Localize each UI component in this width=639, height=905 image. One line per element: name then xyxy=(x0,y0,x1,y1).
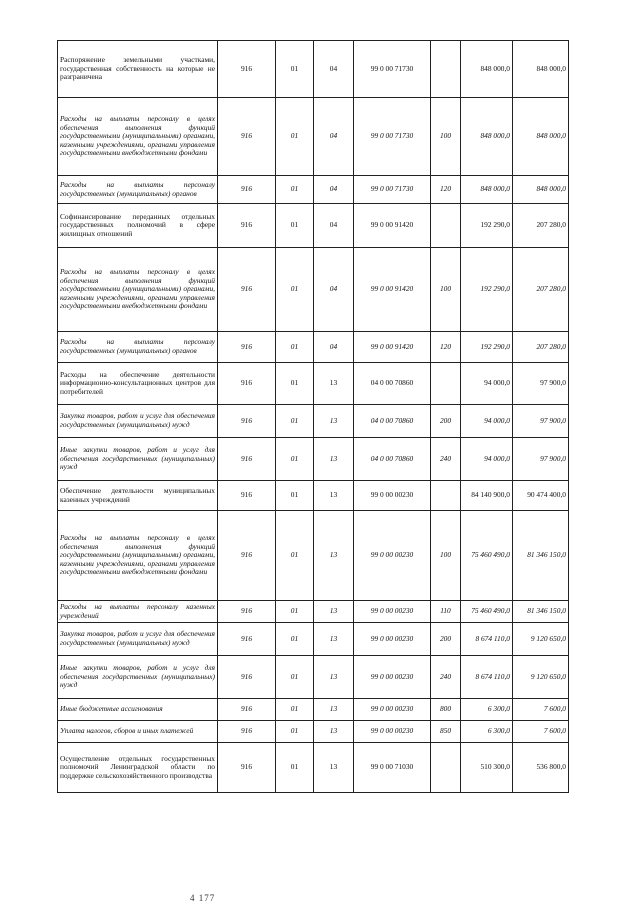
row-sum1: 6 300,0 xyxy=(461,699,513,721)
row-name: Иные бюджетные ассигнования xyxy=(58,699,218,721)
row-sum2: 848 000,0 xyxy=(513,41,569,98)
row-name: Софинансирование переданных отдельных государственных полномочий в сфере жилищных отношений xyxy=(58,204,218,248)
row-vr: 100 xyxy=(431,98,461,176)
row-pr: 13 xyxy=(314,743,354,793)
row-csr: 99 0 00 71730 xyxy=(354,98,431,176)
row-rz: 01 xyxy=(276,699,314,721)
table-row xyxy=(58,481,569,511)
page-footer: 4 177 xyxy=(190,893,216,903)
row-rz: 01 xyxy=(276,248,314,332)
row-name: Расходы на обеспечение деятельности информационно-консультационных центров для потребителей xyxy=(58,363,218,405)
row-sum1: 75 460 490,0 xyxy=(461,511,513,601)
row-vr: 100 xyxy=(431,248,461,332)
row-vr: 240 xyxy=(431,656,461,699)
row-sum2: 97 900,0 xyxy=(513,405,569,438)
row-sum1: 192 290,0 xyxy=(461,204,513,248)
row-sum1: 848 000,0 xyxy=(461,98,513,176)
table-row xyxy=(58,656,569,699)
row-min: 916 xyxy=(218,721,276,743)
table-row xyxy=(58,204,569,248)
row-csr: 99 0 00 71730 xyxy=(354,41,431,98)
row-name: Расходы на выплаты персоналу государственных (муниципальных) органов xyxy=(58,176,218,204)
row-min: 916 xyxy=(218,511,276,601)
table-row xyxy=(58,743,569,793)
row-vr: 240 xyxy=(431,438,461,481)
table-row xyxy=(58,176,569,204)
row-min: 916 xyxy=(218,98,276,176)
row-csr: 99 0 00 00230 xyxy=(354,601,431,623)
row-csr: 99 0 00 00230 xyxy=(354,721,431,743)
row-pr: 13 xyxy=(314,656,354,699)
row-csr: 04 0 00 70860 xyxy=(354,405,431,438)
row-rz: 01 xyxy=(276,176,314,204)
row-sum2: 9 120 650,0 xyxy=(513,656,569,699)
row-sum2: 90 474 400,0 xyxy=(513,481,569,511)
row-sum1: 192 290,0 xyxy=(461,248,513,332)
row-rz: 01 xyxy=(276,332,314,363)
row-sum2: 207 280,0 xyxy=(513,248,569,332)
row-csr: 99 0 00 71730 xyxy=(354,176,431,204)
row-name: Расходы на выплаты персоналу в целях обеспечения выполнения функций государственными (муниципальными) органами, казенными учреждениями, органами управления государственными внебюджетными фондами xyxy=(58,98,218,176)
row-rz: 01 xyxy=(276,656,314,699)
row-rz: 01 xyxy=(276,511,314,601)
row-rz: 01 xyxy=(276,601,314,623)
row-name: Закупка товаров, работ и услуг для обеспечения государственных (муниципальных) нужд xyxy=(58,405,218,438)
table-row xyxy=(58,41,569,98)
row-sum2: 97 900,0 xyxy=(513,438,569,481)
row-pr: 13 xyxy=(314,363,354,405)
row-name: Расходы на выплаты персоналу государственных (муниципальных) органов xyxy=(58,332,218,363)
row-sum2: 9 120 650,0 xyxy=(513,623,569,656)
table-row xyxy=(58,438,569,481)
table-row xyxy=(58,721,569,743)
row-csr: 99 0 00 00230 xyxy=(354,511,431,601)
row-sum1: 510 300,0 xyxy=(461,743,513,793)
row-min: 916 xyxy=(218,438,276,481)
table-row xyxy=(58,511,569,601)
row-sum2: 81 346 150,0 xyxy=(513,601,569,623)
table-body xyxy=(58,41,569,793)
row-rz: 01 xyxy=(276,743,314,793)
row-min: 916 xyxy=(218,656,276,699)
row-csr: 04 0 00 70860 xyxy=(354,363,431,405)
row-min: 916 xyxy=(218,743,276,793)
row-min: 916 xyxy=(218,601,276,623)
row-min: 916 xyxy=(218,248,276,332)
row-pr: 04 xyxy=(314,204,354,248)
row-rz: 01 xyxy=(276,481,314,511)
table-row xyxy=(58,405,569,438)
row-name: Расходы на выплаты персоналу казенных учреждений xyxy=(58,601,218,623)
row-vr xyxy=(431,204,461,248)
row-pr: 13 xyxy=(314,511,354,601)
row-vr: 200 xyxy=(431,405,461,438)
row-pr: 04 xyxy=(314,176,354,204)
row-vr xyxy=(431,41,461,98)
row-vr xyxy=(431,743,461,793)
row-pr: 04 xyxy=(314,248,354,332)
row-csr: 99 0 00 91420 xyxy=(354,204,431,248)
row-vr: 850 xyxy=(431,721,461,743)
row-name: Иные закупки товаров, работ и услуг для обеспечения государственных (муниципальных) нужд xyxy=(58,438,218,481)
table-row xyxy=(58,332,569,363)
row-pr: 13 xyxy=(314,438,354,481)
row-sum1: 848 000,0 xyxy=(461,176,513,204)
row-name: Расходы на выплаты персоналу в целях обеспечения выполнения функций государственными (муниципальными) органами, казенными учреждениями, органами управления государственными внебюджетными фондами xyxy=(58,248,218,332)
row-vr: 120 xyxy=(431,176,461,204)
row-name: Осуществление отдельных государственных полномочий Ленинградской области по поддержке сельскохозяйственного производства xyxy=(58,743,218,793)
row-csr: 99 0 00 00230 xyxy=(354,623,431,656)
row-csr: 99 0 00 00230 xyxy=(354,656,431,699)
row-min: 916 xyxy=(218,204,276,248)
row-csr: 99 0 00 00230 xyxy=(354,699,431,721)
row-sum1: 75 460 490,0 xyxy=(461,601,513,623)
row-rz: 01 xyxy=(276,98,314,176)
row-vr: 200 xyxy=(431,623,461,656)
row-sum2: 848 000,0 xyxy=(513,176,569,204)
row-sum1: 848 000,0 xyxy=(461,41,513,98)
row-sum1: 94 000,0 xyxy=(461,405,513,438)
row-sum2: 848 000,0 xyxy=(513,98,569,176)
row-pr: 04 xyxy=(314,41,354,98)
row-sum1: 6 300,0 xyxy=(461,721,513,743)
row-vr: 110 xyxy=(431,601,461,623)
row-min: 916 xyxy=(218,481,276,511)
row-sum2: 207 280,0 xyxy=(513,332,569,363)
budget-table xyxy=(57,40,569,793)
row-sum1: 94 000,0 xyxy=(461,363,513,405)
row-sum2: 81 346 150,0 xyxy=(513,511,569,601)
row-csr: 99 0 00 91420 xyxy=(354,332,431,363)
row-rz: 01 xyxy=(276,438,314,481)
row-pr: 13 xyxy=(314,481,354,511)
row-pr: 13 xyxy=(314,405,354,438)
row-sum1: 8 674 110,0 xyxy=(461,656,513,699)
row-min: 916 xyxy=(218,176,276,204)
row-pr: 13 xyxy=(314,601,354,623)
row-csr: 04 0 00 70860 xyxy=(354,438,431,481)
row-name: Расходы на выплаты персоналу в целях обеспечения выполнения функций государственными (муниципальными) органами, казенными учреждениями, органами управления государственными внебюджетными фондами xyxy=(58,511,218,601)
row-vr: 100 xyxy=(431,511,461,601)
row-pr: 04 xyxy=(314,98,354,176)
row-rz: 01 xyxy=(276,623,314,656)
table-row xyxy=(58,98,569,176)
row-vr xyxy=(431,363,461,405)
row-name: Закупка товаров, работ и услуг для обеспечения государственных (муниципальных) нужд xyxy=(58,623,218,656)
row-vr: 800 xyxy=(431,699,461,721)
row-rz: 01 xyxy=(276,41,314,98)
row-rz: 01 xyxy=(276,721,314,743)
table-row xyxy=(58,248,569,332)
row-min: 916 xyxy=(218,623,276,656)
row-min: 916 xyxy=(218,405,276,438)
row-name: Иные закупки товаров, работ и услуг для обеспечения государственных (муниципальных) нужд xyxy=(58,656,218,699)
row-sum2: 97 900,0 xyxy=(513,363,569,405)
row-sum1: 192 290,0 xyxy=(461,332,513,363)
row-sum2: 7 600,0 xyxy=(513,721,569,743)
row-rz: 01 xyxy=(276,204,314,248)
row-rz: 01 xyxy=(276,363,314,405)
row-min: 916 xyxy=(218,332,276,363)
row-sum1: 94 000,0 xyxy=(461,438,513,481)
row-pr: 13 xyxy=(314,699,354,721)
table-row xyxy=(58,699,569,721)
row-rz: 01 xyxy=(276,405,314,438)
row-vr: 120 xyxy=(431,332,461,363)
row-sum2: 7 600,0 xyxy=(513,699,569,721)
row-csr: 99 0 00 00230 xyxy=(354,481,431,511)
row-sum1: 8 674 110,0 xyxy=(461,623,513,656)
row-min: 916 xyxy=(218,699,276,721)
table-row xyxy=(58,363,569,405)
row-name: Распоряжение земельными участками, государственная собственность на которые не разграничена xyxy=(58,41,218,98)
row-vr xyxy=(431,481,461,511)
row-pr: 04 xyxy=(314,332,354,363)
row-name: Уплата налогов, сборов и иных платежей xyxy=(58,721,218,743)
row-csr: 99 0 00 91420 xyxy=(354,248,431,332)
row-sum1: 84 140 900,0 xyxy=(461,481,513,511)
row-sum2: 536 800,0 xyxy=(513,743,569,793)
row-min: 916 xyxy=(218,41,276,98)
row-pr: 13 xyxy=(314,721,354,743)
row-sum2: 207 280,0 xyxy=(513,204,569,248)
row-csr: 99 0 00 71030 xyxy=(354,743,431,793)
table-row xyxy=(58,601,569,623)
row-pr: 13 xyxy=(314,623,354,656)
row-min: 916 xyxy=(218,363,276,405)
row-name: Обеспечение деятельности муниципальных казенных учреждений xyxy=(58,481,218,511)
table-row xyxy=(58,623,569,656)
